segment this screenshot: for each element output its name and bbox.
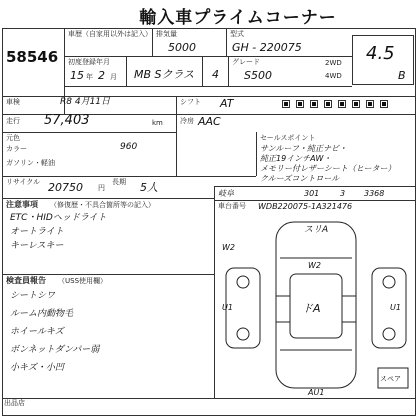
row2-div1 (126, 56, 127, 86)
shift-label: シフト (180, 98, 201, 106)
row1-bottom (64, 56, 352, 57)
grade-label: グレード (232, 58, 260, 66)
inspector-line: シートシワ (10, 291, 56, 301)
diag-top-label: スリA (304, 225, 329, 235)
aircon-label: 冷房 (180, 117, 194, 125)
vin-label: 車台番号 (218, 202, 246, 210)
inspector-label: 検査員報告 (6, 276, 46, 285)
reg-plate: 3368 (364, 189, 385, 198)
grade-name: S500 (244, 69, 272, 82)
recycle-unit: 円 (98, 184, 105, 192)
fuel-label: ガソリン・軽油 (6, 159, 55, 167)
notes-line: オートライト (10, 227, 64, 237)
notes-line: ETC・HIDヘッドライト (10, 213, 107, 223)
row2-bottom (64, 86, 352, 87)
inspector-line: 小キズ・小凹 (10, 363, 64, 373)
notes-label: 注意事項 (6, 200, 38, 209)
row2-div2 (202, 56, 203, 86)
diag-au1-bottom: AU1 (308, 388, 325, 396)
drive-4wd: 4WD (325, 72, 342, 80)
first-reg-label: 初度登録年月 (68, 58, 110, 66)
vin-top (214, 200, 416, 201)
sales-point-line: クルーズコントロール (260, 174, 340, 183)
sales-point-line: サンルーフ・純正ナビ・ (260, 144, 347, 153)
diag-w2-left: W2 (222, 243, 235, 252)
aircon-value: AAC (198, 115, 221, 128)
reg-number: 301 (304, 189, 320, 198)
recycle-value: 20750 (48, 181, 83, 194)
sales-points-label: セールスポイント (260, 134, 316, 142)
check-ps (282, 100, 290, 108)
displacement-label: 排気量 (156, 30, 177, 38)
left-col-divider (214, 186, 215, 398)
sheet-title: 輸入車プライムコーナー (139, 8, 337, 28)
diag-spare: スペア (380, 375, 401, 383)
diag-u1-left: U1 (222, 303, 233, 312)
wheel-rl (237, 328, 249, 340)
lot-number: 58546 (6, 48, 59, 66)
row3-div1 (176, 96, 177, 176)
check-tv (338, 100, 346, 108)
check-pw (296, 100, 304, 108)
month-unit: 月 (110, 73, 117, 81)
diag-aa-center: ドA (302, 302, 321, 315)
make-model: MB Sクラス (134, 68, 195, 81)
inspection-label: 車検 (6, 98, 20, 106)
check-leather (366, 100, 374, 108)
notes-line: キーレスキー (10, 241, 64, 251)
inspector-line: ボンネットダンパー弱 (10, 345, 100, 355)
mileage-unit: km (152, 119, 163, 127)
reg-prefecture: 岐阜 (218, 189, 234, 198)
grade-score: 4.5 (366, 43, 395, 64)
row2-div3 (228, 56, 229, 86)
row1-div2 (226, 28, 227, 56)
vin-value: WDB220075-1A321476 (258, 202, 353, 211)
original-color-label: 元色 (6, 134, 20, 142)
inspector-top (2, 274, 214, 275)
row1-div1 (152, 28, 153, 56)
inspection-date: R8 4月11日 (60, 97, 111, 107)
first-reg-year: 15 (70, 69, 84, 82)
sales-point-line: 純正19インチAW・ (260, 154, 332, 163)
footer-stamp: 出品店 (4, 399, 25, 407)
first-reg-month: 2 (98, 69, 105, 82)
wheel-fl (237, 276, 249, 288)
color-label: カラー (6, 145, 27, 153)
wheel-fr (383, 276, 395, 288)
chassis-label: 車歴（自家用以外は記入） (68, 30, 152, 38)
inspector-line: ルーム内動物毛 (10, 309, 74, 319)
row3-line3 (2, 132, 176, 133)
recycle-label: リサイクル (6, 178, 41, 186)
legal-label: 長期 (112, 178, 126, 186)
mileage-label: 走行 (6, 117, 20, 125)
year-unit: 年 (86, 73, 93, 81)
car-damage-diagram (218, 218, 414, 396)
notes-sub: （修復歴・不具合箇所等の記入） (50, 201, 155, 209)
check-abs (380, 100, 388, 108)
model-label: 型式 (230, 30, 244, 38)
reg-kana: 3 (340, 189, 346, 198)
inspector-sub: （USS使用欄） (58, 277, 108, 285)
model-code: GH - 220075 (232, 41, 302, 54)
reg-top (214, 186, 416, 187)
mileage-value: 57,403 (44, 113, 90, 128)
check-navi (352, 100, 360, 108)
diag-w2-center: W2 (308, 261, 321, 270)
capacity-value: 5人 (140, 181, 158, 194)
color-code: 960 (120, 142, 138, 152)
interior-grade: B (398, 69, 406, 82)
footer-top (2, 398, 416, 399)
diag-u1-right: U1 (390, 303, 401, 312)
check-sr (310, 100, 318, 108)
inspector-line: ホイールキズ (10, 327, 64, 337)
shift-value: AT (220, 97, 234, 110)
recycle-top (2, 176, 256, 177)
notes-top (2, 198, 214, 199)
sales-point-line: メモリー付レザーシート（ヒーター） (260, 164, 396, 173)
check-aw (324, 100, 332, 108)
drive-2wd: 2WD (325, 59, 342, 67)
door-count: 4 (212, 68, 219, 81)
sales-divider (256, 132, 257, 176)
displacement-value: 5000 (168, 41, 196, 54)
wheel-rr (383, 328, 395, 340)
